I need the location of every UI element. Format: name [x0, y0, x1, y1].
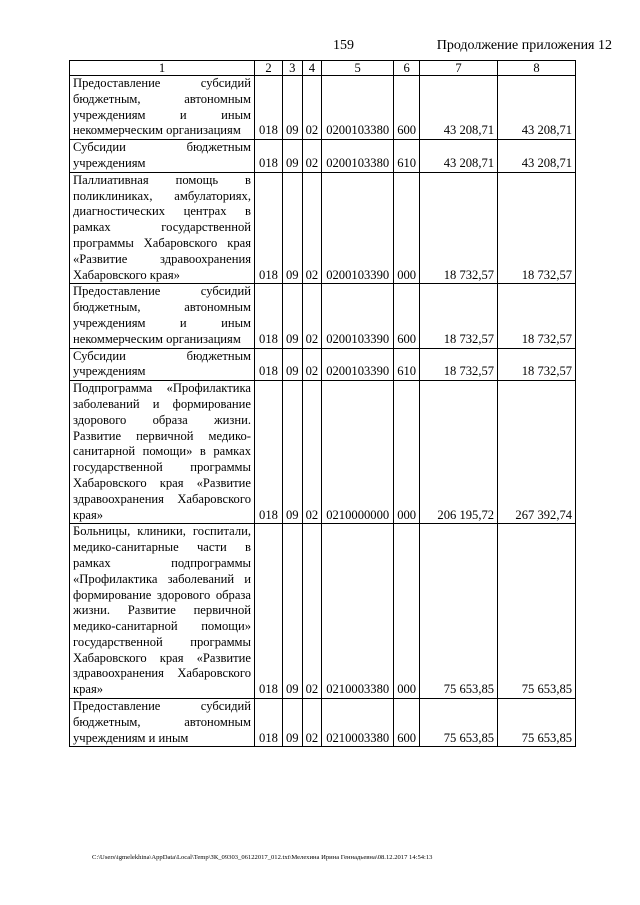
- ministry-code-cell: 018: [255, 524, 283, 699]
- section-code-cell: 09: [283, 348, 303, 381]
- subsection-code-cell: 02: [302, 284, 322, 348]
- row-name-cell: Больницы, клиники, госпитали, медико-санитарные части в рамках подпрограммы «Профилактика заболеваний и формирование здорового образа жизни. Развитие первичной медико-санитарной помощи» государственной программы Хабаровского края «Развитие здравоохранения Хабаровского края»: [70, 524, 255, 699]
- column-header: 6: [394, 61, 420, 76]
- amount-cell: 206 195,72: [420, 381, 498, 524]
- target-article-cell: 0210000000: [322, 381, 394, 524]
- ministry-code-cell: 018: [255, 699, 283, 747]
- column-header: 8: [498, 61, 576, 76]
- row-name-cell: Предоставление субсидий бюджетным, автономным учреждениям и иным: [70, 699, 255, 747]
- column-header: 2: [255, 61, 283, 76]
- section-code-cell: 09: [283, 699, 303, 747]
- expense-type-cell: 600: [394, 76, 420, 140]
- ministry-code-cell: 018: [255, 348, 283, 381]
- section-code-cell: 09: [283, 76, 303, 140]
- section-code-cell: 09: [283, 172, 303, 284]
- expense-type-cell: 610: [394, 140, 420, 173]
- expense-type-cell: 600: [394, 284, 420, 348]
- table-row: [70, 381, 576, 524]
- table-row: [70, 348, 576, 381]
- expense-type-cell: 000: [394, 381, 420, 524]
- expense-type-cell: 600: [394, 699, 420, 747]
- row-name-cell: Паллиативная помощь в поликлиниках, амбулаториях, диагностических центрах в рамках государственной программы Хабаровского края «Развитие здравоохранения Хабаровского края»: [70, 172, 255, 284]
- amount-cell: 18 732,57: [498, 284, 576, 348]
- appendix-continuation-label: Продолжение приложения 12: [436, 38, 612, 53]
- amount-cell: 75 653,85: [498, 524, 576, 699]
- column-header: 7: [420, 61, 498, 76]
- ministry-code-cell: 018: [255, 140, 283, 173]
- budget-table: [69, 60, 576, 747]
- row-name-cell: Субсидии бюджетным учреждениям: [70, 140, 255, 173]
- section-code-cell: 09: [283, 381, 303, 524]
- table-row: [70, 699, 576, 747]
- subsection-code-cell: 02: [302, 76, 322, 140]
- row-name-cell: Субсидии бюджетным учреждениям: [70, 348, 255, 381]
- column-number-row: [70, 61, 576, 76]
- amount-cell: 75 653,85: [420, 524, 498, 699]
- ministry-code-cell: 018: [255, 76, 283, 140]
- ministry-code-cell: 018: [255, 172, 283, 284]
- amount-cell: 18 732,57: [420, 284, 498, 348]
- row-name-cell: Подпрограмма «Профилактика заболеваний и формирование здорового образа жизни. Развитие первичной медико-санитарной помощи» в рамках государственной программы Хабаровского края «Развитие здравоохранения Хабаровского края»: [70, 381, 255, 524]
- row-name-cell: Предоставление субсидий бюджетным, автономным учреждениям и иным некоммерческим организациям: [70, 284, 255, 348]
- amount-cell: 18 732,57: [498, 172, 576, 284]
- column-header: 3: [283, 61, 303, 76]
- subsection-code-cell: 02: [302, 172, 322, 284]
- file-path-footer: C:\Users\igmelekhina\AppData\Local\Temp\ЗК_09303_06122017_012.txt\Мелехина Ирина Геннадьевна\08.12.2017 14:54:13: [92, 854, 433, 861]
- ministry-code-cell: 018: [255, 284, 283, 348]
- target-article-cell: 0200103390: [322, 172, 394, 284]
- subsection-code-cell: 02: [302, 524, 322, 699]
- target-article-cell: 0210003380: [322, 699, 394, 747]
- amount-cell: 18 732,57: [420, 348, 498, 381]
- expense-type-cell: 000: [394, 172, 420, 284]
- table-row: [70, 284, 576, 348]
- amount-cell: 75 653,85: [498, 699, 576, 747]
- column-header: 5: [322, 61, 394, 76]
- table-row: [70, 140, 576, 173]
- section-code-cell: 09: [283, 284, 303, 348]
- table-row: [70, 172, 576, 284]
- amount-cell: 43 208,71: [498, 140, 576, 173]
- subsection-code-cell: 02: [302, 381, 322, 524]
- target-article-cell: 0200103390: [322, 284, 394, 348]
- target-article-cell: 0200103380: [322, 140, 394, 173]
- amount-cell: 18 732,57: [420, 172, 498, 284]
- section-code-cell: 09: [283, 140, 303, 173]
- amount-cell: 43 208,71: [498, 76, 576, 140]
- amount-cell: 267 392,74: [498, 381, 576, 524]
- expense-type-cell: 610: [394, 348, 420, 381]
- subsection-code-cell: 02: [302, 699, 322, 747]
- amount-cell: 43 208,71: [420, 140, 498, 173]
- target-article-cell: 0200103390: [322, 348, 394, 381]
- expense-type-cell: 000: [394, 524, 420, 699]
- row-name-cell: Предоставление субсидий бюджетным, автономным учреждениям и иным некоммерческим организациям: [70, 76, 255, 140]
- subsection-code-cell: 02: [302, 348, 322, 381]
- target-article-cell: 0200103380: [322, 76, 394, 140]
- column-header: 4: [302, 61, 322, 76]
- table-row: [70, 524, 576, 699]
- subsection-code-cell: 02: [302, 140, 322, 173]
- page-number: 159: [333, 38, 354, 53]
- table-row: [70, 76, 576, 140]
- section-code-cell: 09: [283, 524, 303, 699]
- ministry-code-cell: 018: [255, 381, 283, 524]
- target-article-cell: 0210003380: [322, 524, 394, 699]
- amount-cell: 43 208,71: [420, 76, 498, 140]
- amount-cell: 18 732,57: [498, 348, 576, 381]
- amount-cell: 75 653,85: [420, 699, 498, 747]
- column-header: 1: [70, 61, 255, 76]
